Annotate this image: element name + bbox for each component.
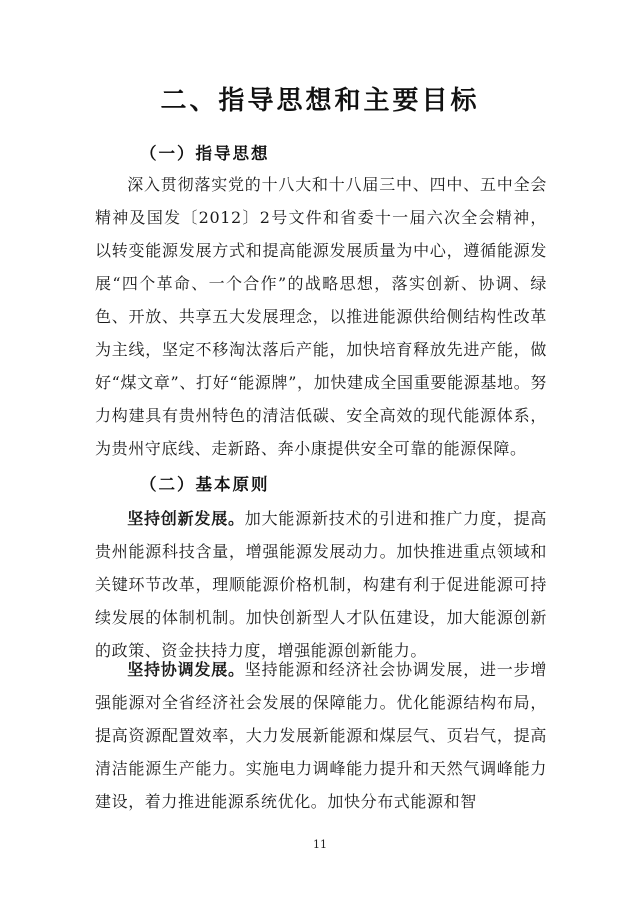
principle-paragraph-innovation (95, 502, 547, 667)
principle-text: 坚持能源和经济社会协调发展，进一步增强能源对全省经济社会发展的保障能力。优化能源结构布局，提高资源配置效率，大力发展新能源和煤层气、页岩气，提高清洁能源生产能力。实施电力调峰能力提升和天然气调峰能力建设，着力推进能源系统优化。加快分布式能源和智 (95, 660, 547, 811)
guiding-ideology-text: 深入贯彻落实党的十八大和十八届三中、四中、五中全会精神及国发〔2012〕2号文件和省委十一届六次全会精神，以转变能源发展方式和提高能源发展质量为中心，遵循能源发展“四个革命、一个合作”的战略思想，落实创新、协调、绿色、开放、共享五大发展理念，以推进能源供给侧结构性改革为主线，坚定不移淘汰落后产能，加快培育释放先进产能，做好“煤文章”、打好“能源牌”，加快建成全国重要能源基地。努力构建具有贵州特色的清洁低碳、安全高效的现代能源体系，为贵州守底线、走新路、奔小康提供安全可靠的能源保障。 (95, 175, 547, 458)
principle-lead: 坚持创新发展。 (127, 509, 245, 528)
principle-lead: 坚持协调发展。 (127, 660, 245, 679)
guiding-ideology-paragraph (95, 168, 547, 465)
principle-paragraph-coordination (95, 653, 547, 818)
principle-text: 加大能源新技术的引进和推广力度，提高贵州能源科技含量，增强能源发展动力。加快推进重点领域和关键环节改革，理顺能源价格机制，构建有利于促进能源可持续发展的体制机制。加快创新型人才队伍建设，加大能源创新的政策、资金扶持力度，增强能源创新能力。 (95, 509, 547, 660)
page-title: 二、指导思想和主要目标 (160, 86, 480, 116)
page-number: 11 (313, 838, 327, 851)
section-heading-basic-principles: （二）基本原则 (140, 475, 270, 494)
section-heading-guiding-ideology: （一）指导思想 (140, 144, 270, 163)
